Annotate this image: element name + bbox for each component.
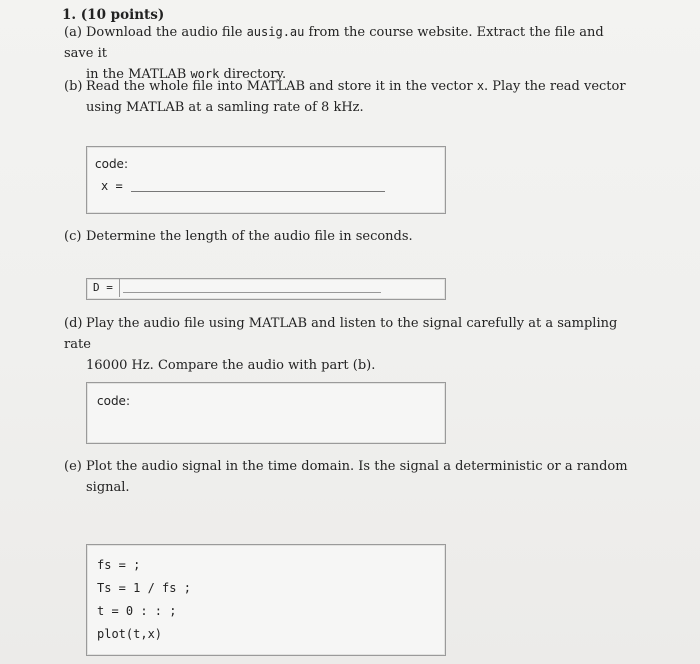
part-b-text-3: using MATLAB at a samling rate of 8 kHz. (86, 100, 364, 115)
question-title: 1. (10 points) (62, 7, 165, 23)
part-b-vector: x (476, 79, 485, 93)
part-e-text-1: Plot the audio signal in the time domain. Is the signal a deterministic or a random (86, 459, 628, 474)
part-b (64, 76, 634, 118)
part-c-letter: (c) (64, 229, 82, 244)
var-d-label: D = (93, 281, 113, 294)
code-box-d[interactable] (86, 382, 446, 444)
var-x-label: x = (101, 179, 123, 193)
part-c (64, 226, 634, 247)
code-box-b (86, 146, 446, 214)
d-answer-field[interactable] (123, 292, 381, 293)
code-label-d: code: (97, 394, 130, 408)
part-b-letter: (b) (64, 79, 83, 94)
code-label-b: code: (95, 157, 128, 171)
part-d-letter: (d) (64, 316, 83, 331)
part-a-letter: (a) (64, 25, 82, 40)
part-b-text-2: . Play the read vector (484, 79, 626, 94)
part-a-text-4: directory. (219, 67, 287, 82)
part-b-text-1: Read the whole file into MATLAB and store it in the vector (86, 79, 477, 94)
part-d-text-1: Play the audio file using MATLAB and listen to the signal carefully at a sampling rate (64, 316, 618, 352)
part-d-text-2: 16000 Hz. Compare the audio with part (b). (86, 358, 376, 373)
d-label-cell (87, 279, 120, 297)
x-answer-field[interactable] (131, 191, 385, 192)
part-a-text-2: from the course website. Extract the file and save it (64, 25, 604, 61)
part-a-text-3: in the MATLAB (86, 67, 191, 82)
part-a-directory: work (190, 67, 220, 81)
code-line-t: t = 0 : : ; (97, 604, 177, 618)
part-e-text-2: signal. (86, 480, 130, 495)
code-box-e[interactable] (86, 544, 446, 656)
part-e-letter: (e) (64, 459, 82, 474)
code-line-fs: fs = ; (97, 558, 141, 572)
code-line-plot: plot(t,x) (97, 627, 163, 641)
part-c-text: Determine the length of the audio file in seconds. (86, 229, 413, 244)
part-d (64, 313, 634, 376)
part-e (64, 456, 634, 498)
part-a-filename: ausig.au (246, 25, 305, 39)
code-line-ts: Ts = 1 / fs ; (97, 581, 191, 595)
part-a-text-1: Download the audio file (86, 25, 247, 40)
answer-box-c (86, 278, 446, 300)
